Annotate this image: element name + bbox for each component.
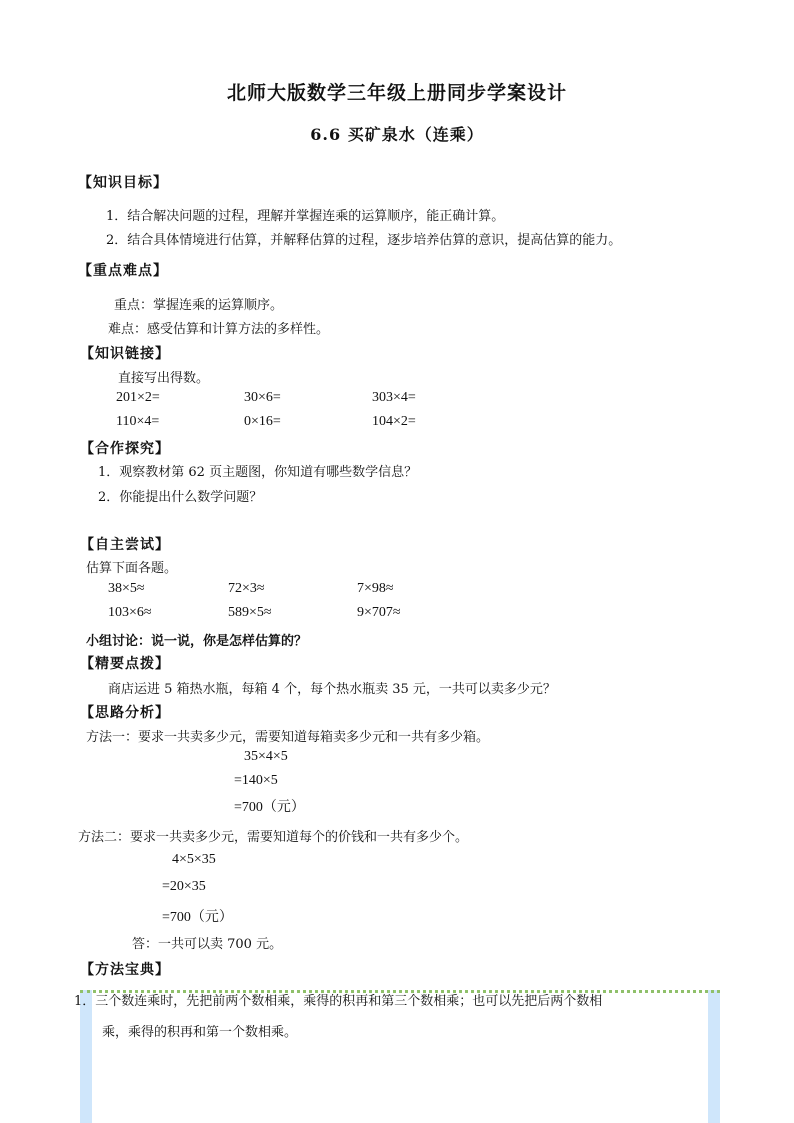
word-problem: 商店运进 5 箱热水瓶，每箱 4 个，每个热水瓶卖 35 元，一共可以卖多少元？: [108, 682, 556, 697]
method-two: 方法二：要求一共卖多少元，需要知道每个的价钱和一共有多少个。: [78, 830, 469, 845]
key-point: 重点：掌握连乘的运算顺序。: [114, 298, 284, 313]
method-rule-line-1: 1．三个数连乘时，先把前两个数相乘，乘得的积再和第三个数相乘；也可以先把后两个数相: [74, 994, 603, 1009]
answer-line: 答：一共可以卖 700 元。: [132, 937, 283, 952]
lesson-subtitle: 6.6 买矿泉水（连乘）: [310, 125, 484, 144]
estimate-exercise: 72×3≈: [228, 581, 265, 596]
method-two-step: =700（元）: [162, 910, 233, 925]
heading-thinking-analysis: 【思路分析】: [80, 705, 170, 721]
estimate-exercise: 38×5≈: [108, 581, 145, 596]
method-one-step: =140×5: [234, 773, 278, 788]
method-one-step: 35×4×5: [244, 749, 288, 764]
method-one-step: =700（元）: [234, 800, 305, 815]
explore-question-2: 2．你能提出什么数学问题？: [98, 490, 263, 505]
estimate-exercise: 7×98≈: [357, 581, 394, 596]
heading-knowledge-link: 【知识链接】: [80, 346, 170, 362]
heading-cooperative-exploration: 【合作探究】: [80, 441, 170, 457]
goal-item-1: 1．结合解决问题的过程，理解并掌握连乘的运算顺序，能正确计算。: [106, 209, 505, 224]
estimate-exercise: 9×707≈: [357, 605, 401, 620]
heading-key-guidance: 【精要点拨】: [80, 656, 170, 672]
link-exercise: 104×2=: [372, 414, 416, 429]
heading-key-difficult: 【重点难点】: [78, 263, 168, 279]
link-intro: 直接写出得数。: [118, 371, 210, 386]
heading-method-guide: 【方法宝典】: [80, 962, 170, 978]
method-one: 方法一：要求一共卖多少元，需要知道每箱卖多少元和一共有多少箱。: [86, 730, 490, 745]
link-exercise: 201×2=: [116, 390, 160, 405]
method-two-step: 4×5×35: [172, 852, 216, 867]
method-two-step: =20×35: [162, 879, 206, 894]
estimate-exercise: 103×6≈: [108, 605, 152, 620]
heading-knowledge-goals: 【知识目标】: [78, 175, 168, 191]
estimate-exercise: 589×5≈: [228, 605, 272, 620]
method-rule-line-2: 乘，乘得的积再和第一个数相乘。: [102, 1025, 298, 1040]
heading-self-attempt: 【自主尝试】: [80, 537, 170, 553]
link-exercise: 30×6=: [244, 390, 281, 405]
group-discussion: 小组讨论：说一说，你是怎样估算的？: [86, 634, 308, 649]
document-title: 北师大版数学三年级上册同步学案设计: [226, 82, 567, 104]
method-highlight-box: [80, 990, 720, 1123]
difficult-point: 难点：感受估算和计算方法的多样性。: [108, 322, 330, 337]
link-exercise: 0×16=: [244, 414, 281, 429]
link-exercise: 110×4=: [116, 414, 160, 429]
explore-question-1: 1．观察教材第 62 页主题图，你知道有哪些数学信息？: [98, 465, 418, 480]
goal-item-2: 2．结合具体情境进行估算，并解释估算的过程，逐步培养估算的意识，提高估算的能力。: [106, 233, 622, 248]
link-exercise: 303×4=: [372, 390, 416, 405]
estimate-intro: 估算下面各题。: [86, 561, 178, 576]
